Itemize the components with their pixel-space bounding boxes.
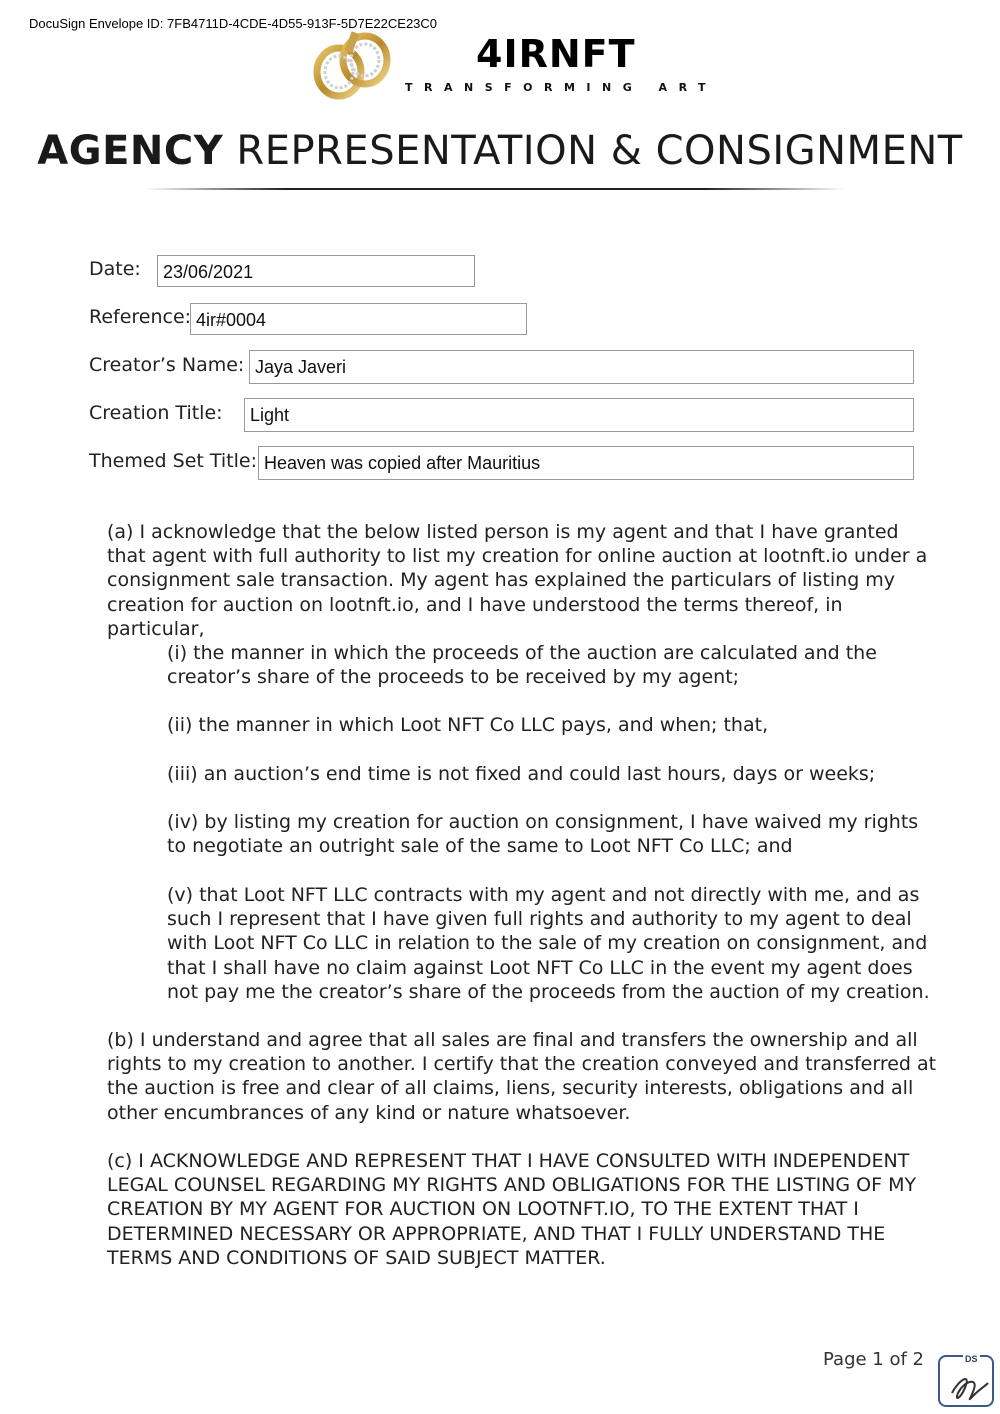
date-field[interactable]: 23/06/2021 [157, 255, 475, 287]
reference-label: Reference: [89, 306, 192, 328]
themed-set-title-label: Themed Set Title: [89, 450, 257, 472]
creator-name-field[interactable]: Jaya Javeri [249, 350, 914, 384]
creation-title-field[interactable]: Light [244, 398, 914, 432]
brand-header [312, 30, 718, 105]
clause-a-iii: (iii) an auction’s end time is not fixed and could last hours, days or weeks; [167, 763, 876, 785]
page-number: Page 1 of 2 [823, 1349, 924, 1370]
brand-tagline: TRANSFORMING ART [405, 81, 718, 94]
clause-a-ii: (ii) the manner in which Loot NFT Co LLC pays, and when; that, [167, 714, 769, 736]
clause-a-iv: (iv) by listing my creation for auction on consignment, I have waived my rights to negotiate an outright sale of the same to Loot NFT Co LLC; and [167, 811, 919, 858]
clause-a-v: (v) that Loot NFT LLC contracts with my agent and not directly with me, and as such I represent that I have given full rights and authority to my agent to deal with Loot NFT Co LLC in relation to the sale of my creation on consignment, and that I shall have no claim against Loot NFT Co LLC in the event my agent does not pay me the creator’s share of the proceeds from the auction of my creation. [167, 884, 930, 1003]
creator-name-label: Creator’s Name: [89, 354, 245, 376]
title-rest: REPRESENTATION & CONSIGNMENT [223, 128, 963, 174]
docusign-tag: DS [965, 1354, 978, 1364]
interlocking-infinity-logo-icon [312, 30, 392, 102]
clause-c: (c) I ACKNOWLEDGE AND REPRESENT THAT I HAVE CONSULTED WITH INDEPENDENT LEGAL COUNSEL REGARDING MY RIGHTS AND OBLIGATIONS FOR THE LISTING OF MY CREATION BY MY AGENT FOR AUCTION ON LOOTNFT.IO, TO THE EXTENT THAT I DETERMINED NECESSARY OR APPROPRIATE, AND THAT I FULLY UNDERSTAND THE TERMS AND CONDITIONS OF SAID SUBJECT MATTER. [107, 1150, 917, 1269]
envelope-id: DocuSign Envelope ID: 7FB4711D-4CDE-4D55-913F-5D7E22CE23C0 [29, 16, 438, 31]
title-divider [145, 188, 845, 190]
title-bold: AGENCY [37, 128, 224, 174]
reference-field[interactable]: 4ir#0004 [190, 303, 527, 335]
date-label: Date: [89, 258, 141, 280]
brand-name: 4IRNFT [476, 32, 636, 76]
clause-a-i: (i) the manner in which the proceeds of the auction are calculated and the creator’s share of the proceeds to be received by my agent; [167, 642, 877, 689]
creation-title-label: Creation Title: [89, 402, 223, 424]
document-title [0, 128, 1000, 174]
signature-initials-icon [944, 1363, 994, 1407]
themed-set-title-field[interactable]: Heaven was copied after Mauritius [258, 446, 914, 480]
clause-a: (a) I acknowledge that the below listed person is my agent and that I have granted that agent with full authority to list my creation for online auction at lootnft.io under a consignment sale transaction. My agent has explained the particulars of listing my creation for auction on lootnft.io, and I have understood the terms thereof, in particular, [107, 521, 928, 640]
clause-b: (b) I understand and agree that all sales are final and transfers the ownership and all rights to my creation to another. I certify that the creation conveyed and transferred at the auction is free and clear of all claims, liens, security interests, obligations and all other encumbrances of any kind or nature whatsoever. [107, 1029, 937, 1124]
